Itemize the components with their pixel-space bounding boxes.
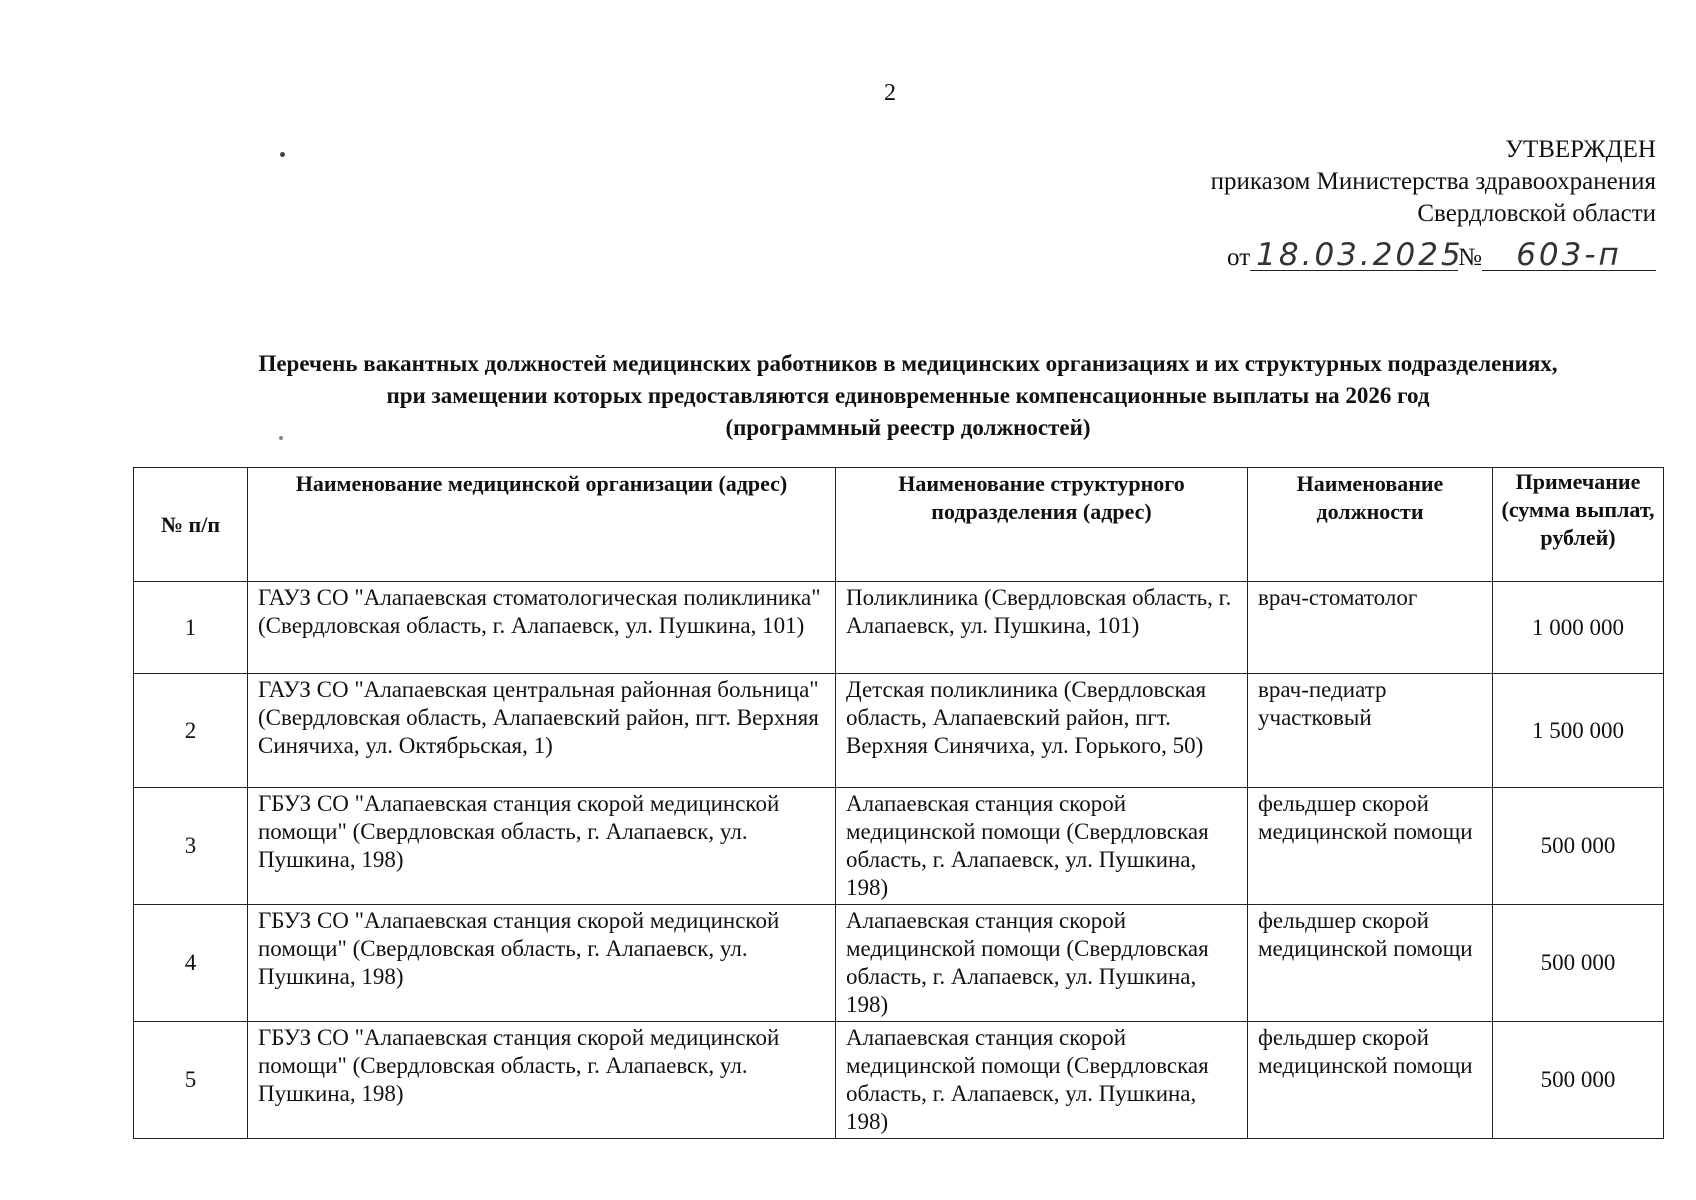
- row-organization: ГБУЗ СО "Алапаевская станция скорой медицинской помощи" (Свердловская область, г. Алапаевск, ул. Пушкина, 198): [248, 788, 836, 905]
- table-row: [134, 905, 1664, 1022]
- header-note: Примечание (сумма выплат, рублей): [1493, 468, 1664, 582]
- order-number-label: №: [1458, 244, 1482, 271]
- row-position: фельдшер скорой медицинской помощи: [1248, 788, 1493, 905]
- row-organization: ГБУЗ СО "Алапаевская станция скорой медицинской помощи" (Свердловская область, г. Алапаевск, ул. Пушкина, 198): [248, 1022, 836, 1139]
- row-position: фельдшер скорой медицинской помощи: [1248, 1022, 1493, 1139]
- row-number: 4: [134, 905, 248, 1022]
- row-organization: ГБУЗ СО "Алапаевская станция скорой медицинской помощи" (Свердловская область, г. Алапаевск, ул. Пушкина, 198): [248, 905, 836, 1022]
- table-header-row: [134, 468, 1664, 582]
- approval-title: УТВЕРЖДЕН: [1505, 136, 1656, 163]
- document-title: [140, 348, 1676, 444]
- row-amount: 500 000: [1493, 1022, 1664, 1139]
- title-line: Перечень вакантных должностей медицинских работников в медицинских организациях и их структурных подразделениях,: [258, 351, 1558, 376]
- approval-line: приказом Министерства здравоохранения: [1210, 168, 1656, 195]
- order-line: [1227, 237, 1656, 273]
- page-number: 2: [884, 80, 896, 106]
- approval-line: Свердловской области: [1417, 200, 1656, 227]
- order-date: 18.03.2025: [1250, 240, 1458, 271]
- header-position: Наименование должности: [1248, 468, 1493, 582]
- row-position: фельдшер скорой медицинской помощи: [1248, 905, 1493, 1022]
- row-number: 5: [134, 1022, 248, 1139]
- row-amount: 500 000: [1493, 905, 1664, 1022]
- row-unit: Детская поликлиника (Свердловская область, Алапаевский район, пгт. Верхняя Синячиха, ул. Горького, 50): [836, 674, 1248, 788]
- row-position: врач-стоматолог: [1248, 582, 1493, 674]
- row-position: врач-педиатр участковый: [1248, 674, 1493, 788]
- scan-speck: [280, 152, 285, 157]
- order-number: 603-п: [1482, 240, 1656, 271]
- header-organization: Наименование медицинской организации (адрес): [248, 468, 836, 582]
- row-unit: Алапаевская станция скорой медицинской помощи (Свердловская область, г. Алапаевск, ул. Пушкина, 198): [836, 905, 1248, 1022]
- row-unit: Поликлиника (Свердловская область, г. Алапаевск, ул. Пушкина, 101): [836, 582, 1248, 674]
- header-unit: Наименование структурного подразделения (адрес): [836, 468, 1248, 582]
- title-line: (программный реестр должностей): [725, 415, 1091, 440]
- title-line: при замещении которых предоставляются единовременные компенсационные выплаты на 2026 год: [386, 383, 1430, 408]
- row-organization: ГАУЗ СО "Алапаевская стоматологическая поликлиника" (Свердловская область, г. Алапаевск, ул. Пушкина, 101): [248, 582, 836, 674]
- table-row: [134, 674, 1664, 788]
- row-number: 3: [134, 788, 248, 905]
- row-amount: 1 000 000: [1493, 582, 1664, 674]
- header-number: № п/п: [134, 468, 248, 582]
- registry-table: [133, 467, 1664, 1139]
- row-number: 2: [134, 674, 248, 788]
- order-from-label: от: [1227, 244, 1251, 271]
- row-amount: 500 000: [1493, 788, 1664, 905]
- row-unit: Алапаевская станция скорой медицинской помощи (Свердловская область, г. Алапаевск, ул. Пушкина, 198): [836, 1022, 1248, 1139]
- row-organization: ГАУЗ СО "Алапаевская центральная районная больница" (Свердловская область, Алапаевский район, пгт. Верхняя Синячиха, ул. Октябрьская, 1): [248, 674, 836, 788]
- row-unit: Алапаевская станция скорой медицинской помощи (Свердловская область, г. Алапаевск, ул. Пушкина, 198): [836, 788, 1248, 905]
- approval-block: [1211, 134, 1656, 230]
- table-row: [134, 788, 1664, 905]
- row-number: 1: [134, 582, 248, 674]
- table-row: [134, 1022, 1664, 1139]
- table-row: [134, 582, 1664, 674]
- row-amount: 1 500 000: [1493, 674, 1664, 788]
